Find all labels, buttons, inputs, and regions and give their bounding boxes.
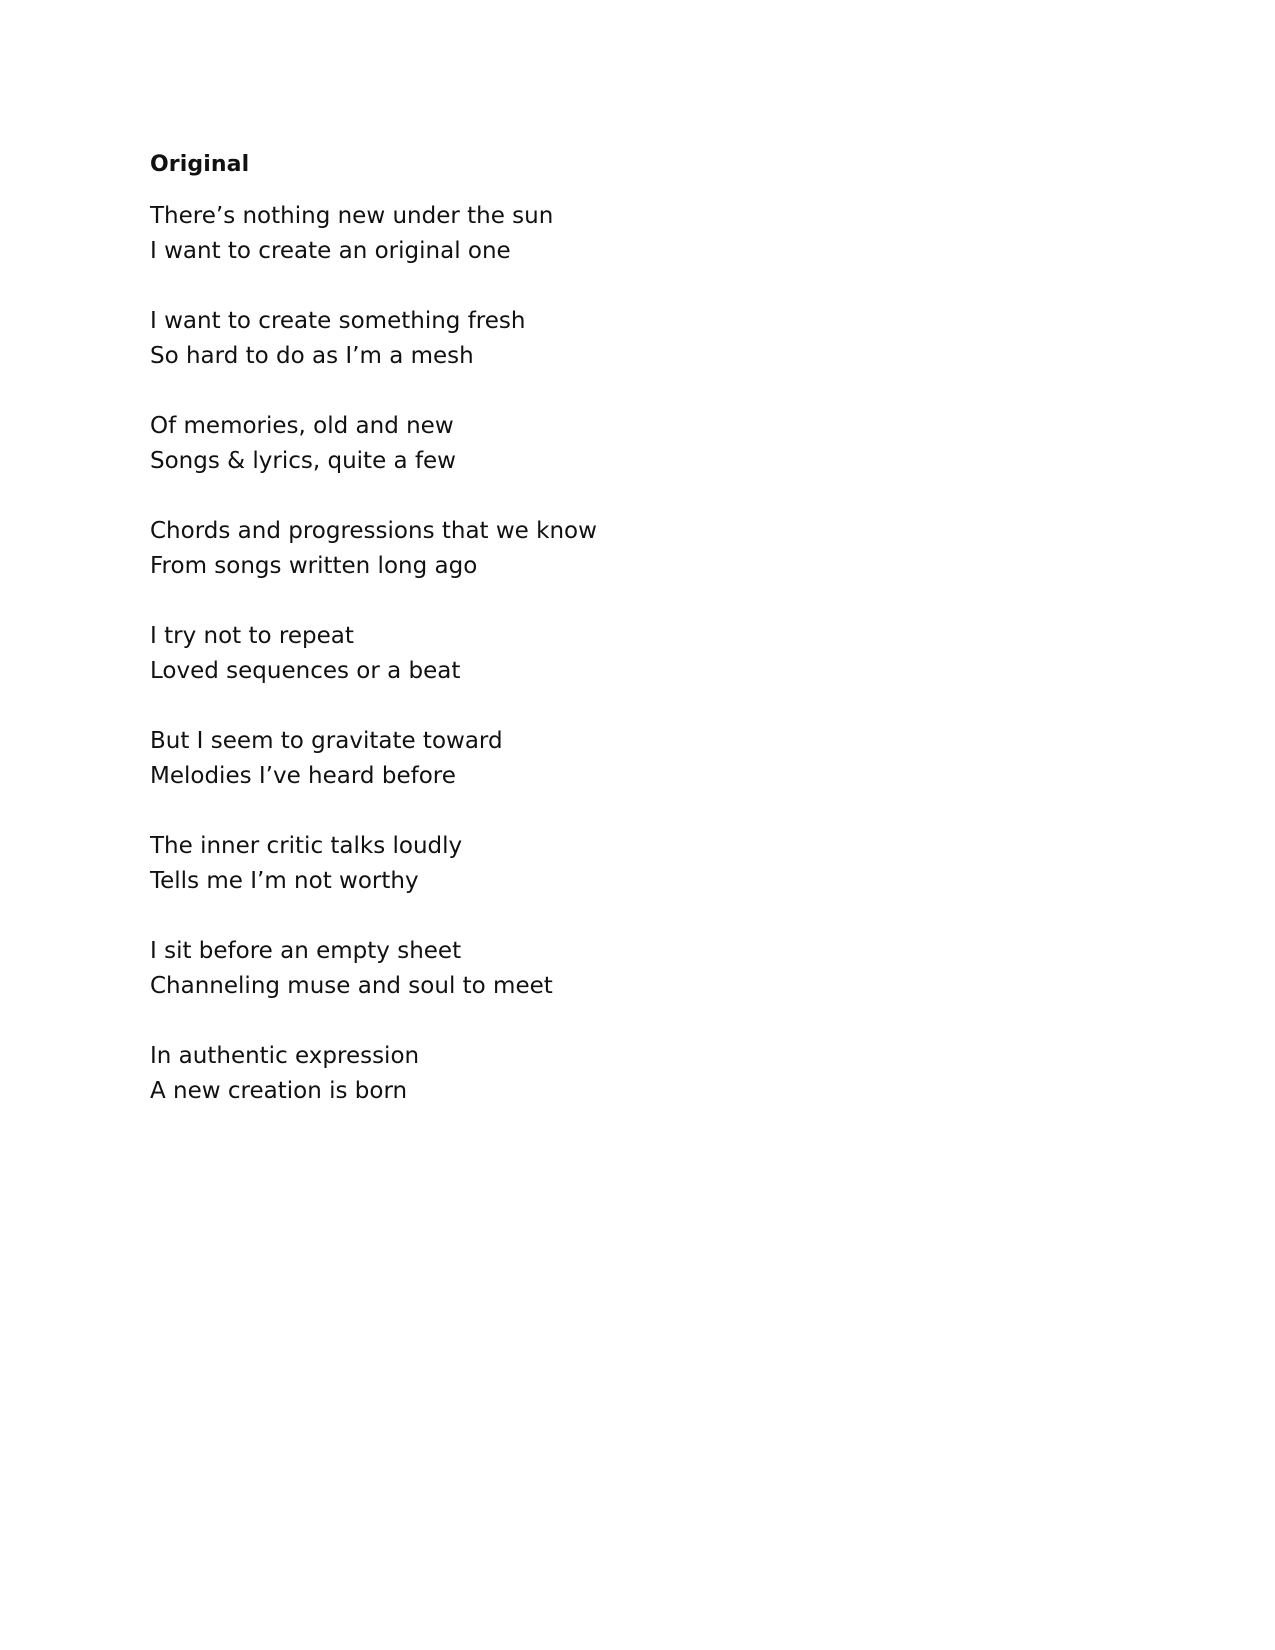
poem-line: From songs written long ago bbox=[150, 553, 478, 579]
poem-line: So hard to do as I’m a mesh bbox=[150, 343, 474, 369]
stanza bbox=[150, 514, 1150, 584]
stanza bbox=[150, 829, 1150, 899]
poem-line: Melodies I’ve heard before bbox=[150, 763, 456, 789]
stanza bbox=[150, 409, 1150, 479]
stanza bbox=[150, 619, 1150, 689]
poem-line: There’s nothing new under the sun bbox=[150, 203, 554, 229]
poem-line: Loved sequences or a beat bbox=[150, 658, 461, 684]
poem-line: I try not to repeat bbox=[150, 623, 354, 649]
poem-line: I want to create something fresh bbox=[150, 308, 526, 334]
poem-line: Chords and progressions that we know bbox=[150, 518, 597, 544]
poem-line: Tells me I’m not worthy bbox=[150, 868, 419, 894]
stanza bbox=[150, 724, 1150, 794]
poem-line: In authentic expression bbox=[150, 1043, 420, 1069]
stanza bbox=[150, 934, 1150, 1004]
stanza bbox=[150, 199, 1150, 269]
poem-line: But I seem to gravitate toward bbox=[150, 728, 503, 754]
stanza bbox=[150, 304, 1150, 374]
poem-line: I want to create an original one bbox=[150, 238, 511, 264]
poem-line: Of memories, old and new bbox=[150, 413, 454, 439]
poem-line: Channeling muse and soul to meet bbox=[150, 973, 553, 999]
poem-line: Songs & lyrics, quite a few bbox=[150, 448, 456, 474]
stanza bbox=[150, 1039, 1150, 1109]
poem-container bbox=[150, 150, 1150, 1144]
poem-title: Original bbox=[150, 152, 250, 177]
poem-line: The inner critic talks loudly bbox=[150, 833, 463, 859]
poem-line: A new creation is born bbox=[150, 1078, 408, 1104]
poem-line: I sit before an empty sheet bbox=[150, 938, 462, 964]
